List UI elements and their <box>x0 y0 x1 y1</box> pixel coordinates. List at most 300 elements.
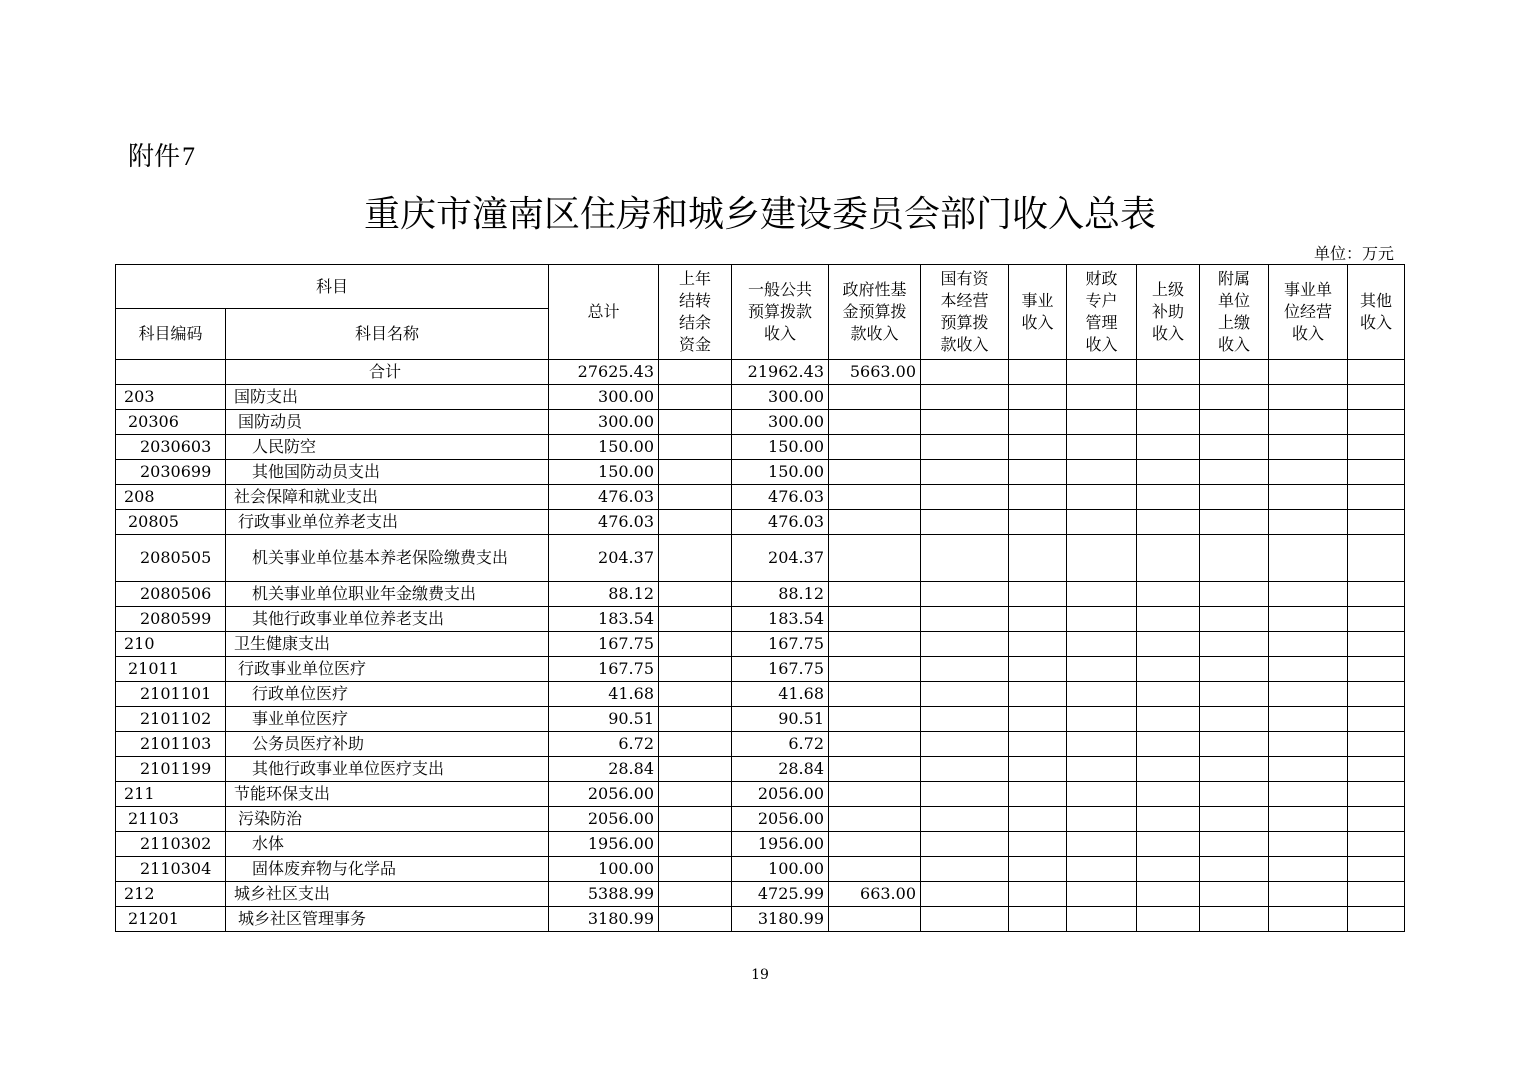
cell-total: 150.00 <box>549 460 659 485</box>
cell-empty <box>1200 782 1269 807</box>
cell-gov-fund <box>829 385 921 410</box>
cell-general: 167.75 <box>732 657 829 682</box>
cell-gov-fund: 5663.00 <box>829 360 921 385</box>
cell-empty <box>1269 582 1348 607</box>
table-row <box>116 485 1405 510</box>
cell-name: 社会保障和就业支出 <box>226 485 549 510</box>
attachment-prefix: 附件 <box>128 142 181 172</box>
cell-empty <box>1137 485 1200 510</box>
cell-gov-fund <box>829 510 921 535</box>
cell-empty <box>921 907 1009 932</box>
cell-carryover <box>659 510 732 535</box>
table-row <box>116 510 1405 535</box>
cell-carryover <box>659 757 732 782</box>
cell-name: 机关事业单位职业年金缴费支出 <box>226 582 549 607</box>
cell-empty <box>1348 782 1405 807</box>
table-row <box>116 707 1405 732</box>
cell-carryover <box>659 607 732 632</box>
cell-empty <box>921 857 1009 882</box>
cell-total: 300.00 <box>549 385 659 410</box>
table-row <box>116 682 1405 707</box>
cell-carryover <box>659 582 732 607</box>
cell-empty <box>921 485 1009 510</box>
cell-empty <box>1269 360 1348 385</box>
cell-total: 150.00 <box>549 435 659 460</box>
cell-empty <box>1067 632 1137 657</box>
cell-code: 2030699 <box>116 460 226 485</box>
cell-empty <box>1200 832 1269 857</box>
cell-gov-fund <box>829 607 921 632</box>
cell-empty <box>1137 435 1200 460</box>
cell-general: 476.03 <box>732 510 829 535</box>
cell-gov-fund <box>829 757 921 782</box>
cell-general: 300.00 <box>732 385 829 410</box>
cell-empty <box>1348 882 1405 907</box>
cell-empty <box>1200 857 1269 882</box>
cell-total: 2056.00 <box>549 782 659 807</box>
cell-empty <box>1137 882 1200 907</box>
cell-general: 183.54 <box>732 607 829 632</box>
cell-name: 污染防治 <box>226 807 549 832</box>
header-business: 事业收入 <box>1009 265 1067 360</box>
cell-empty <box>921 607 1009 632</box>
cell-empty <box>1137 607 1200 632</box>
table-row <box>116 535 1405 582</box>
cell-empty <box>1348 485 1405 510</box>
cell-empty <box>1348 857 1405 882</box>
cell-carryover <box>659 682 732 707</box>
cell-carryover <box>659 460 732 485</box>
table-row <box>116 782 1405 807</box>
cell-empty <box>1269 485 1348 510</box>
cell-code: 212 <box>116 882 226 907</box>
cell-name: 国防动员 <box>226 410 549 435</box>
cell-total: 41.68 <box>549 682 659 707</box>
cell-carryover <box>659 782 732 807</box>
cell-carryover <box>659 882 732 907</box>
cell-empty <box>1009 682 1067 707</box>
cell-empty <box>1067 807 1137 832</box>
cell-empty <box>1348 582 1405 607</box>
page-title: 重庆市潼南区住房和城乡建设委员会部门收入总表 <box>363 194 1156 235</box>
cell-empty <box>1348 707 1405 732</box>
cell-empty <box>1067 657 1137 682</box>
cell-empty <box>1067 385 1137 410</box>
cell-name: 机关事业单位基本养老保险缴费支出 <box>226 535 549 582</box>
cell-total: 28.84 <box>549 757 659 782</box>
table-row <box>116 385 1405 410</box>
page-number: 19 <box>751 967 769 983</box>
cell-total: 167.75 <box>549 632 659 657</box>
cell-code: 211 <box>116 782 226 807</box>
cell-empty <box>1348 510 1405 535</box>
cell-gov-fund <box>829 707 921 732</box>
cell-carryover <box>659 385 732 410</box>
cell-empty <box>1200 657 1269 682</box>
cell-total: 476.03 <box>549 485 659 510</box>
cell-general: 21962.43 <box>732 360 829 385</box>
cell-empty <box>1009 857 1067 882</box>
cell-empty <box>1348 360 1405 385</box>
cell-empty <box>1009 582 1067 607</box>
cell-empty <box>1269 460 1348 485</box>
cell-empty <box>1137 807 1200 832</box>
cell-empty <box>921 757 1009 782</box>
cell-empty <box>1009 807 1067 832</box>
cell-empty <box>1009 782 1067 807</box>
cell-empty <box>1269 857 1348 882</box>
cell-empty <box>1348 657 1405 682</box>
cell-empty <box>921 385 1009 410</box>
cell-empty <box>1269 732 1348 757</box>
cell-empty <box>1348 732 1405 757</box>
cell-empty <box>1009 632 1067 657</box>
table-row <box>116 582 1405 607</box>
cell-gov-fund <box>829 485 921 510</box>
cell-code: 2030603 <box>116 435 226 460</box>
cell-general: 476.03 <box>732 485 829 510</box>
cell-general: 167.75 <box>732 632 829 657</box>
cell-empty <box>1009 360 1067 385</box>
cell-code: 2101102 <box>116 707 226 732</box>
cell-general: 3180.99 <box>732 907 829 932</box>
cell-empty <box>1269 782 1348 807</box>
cell-empty <box>921 882 1009 907</box>
cell-empty <box>1200 510 1269 535</box>
cell-total: 2056.00 <box>549 807 659 832</box>
cell-total: 183.54 <box>549 607 659 632</box>
cell-general: 41.68 <box>732 682 829 707</box>
cell-total: 3180.99 <box>549 907 659 932</box>
cell-empty <box>1137 857 1200 882</box>
cell-empty <box>1137 582 1200 607</box>
cell-empty <box>1269 807 1348 832</box>
cell-empty <box>1200 582 1269 607</box>
cell-general: 28.84 <box>732 757 829 782</box>
cell-general: 2056.00 <box>732 782 829 807</box>
cell-general: 2056.00 <box>732 807 829 832</box>
cell-empty <box>1200 682 1269 707</box>
cell-empty <box>1137 460 1200 485</box>
cell-name: 固体废弃物与化学品 <box>226 857 549 882</box>
cell-total: 1956.00 <box>549 832 659 857</box>
header-total: 总计 <box>549 265 659 360</box>
cell-name: 行政事业单位养老支出 <box>226 510 549 535</box>
cell-gov-fund: 663.00 <box>829 882 921 907</box>
cell-name: 人民防空 <box>226 435 549 460</box>
cell-empty <box>1009 460 1067 485</box>
cell-empty <box>921 832 1009 857</box>
cell-empty <box>1348 607 1405 632</box>
cell-empty <box>1348 682 1405 707</box>
cell-carryover <box>659 535 732 582</box>
header-subject: 科目 <box>116 265 549 309</box>
cell-code: 2080505 <box>116 535 226 582</box>
cell-empty <box>1009 657 1067 682</box>
cell-name: 水体 <box>226 832 549 857</box>
cell-empty <box>1269 707 1348 732</box>
cell-empty <box>1067 882 1137 907</box>
cell-general: 150.00 <box>732 435 829 460</box>
header-operating: 事业单位经营收入 <box>1269 265 1348 360</box>
header-affiliated: 附属单位上缴收入 <box>1200 265 1269 360</box>
cell-carryover <box>659 807 732 832</box>
cell-code: 21011 <box>116 657 226 682</box>
cell-empty <box>1009 485 1067 510</box>
cell-total: 90.51 <box>549 707 659 732</box>
cell-general: 150.00 <box>732 460 829 485</box>
cell-carryover <box>659 732 732 757</box>
cell-empty <box>921 535 1009 582</box>
cell-empty <box>1348 832 1405 857</box>
cell-code: 20805 <box>116 510 226 535</box>
cell-empty <box>1067 682 1137 707</box>
table-row <box>116 657 1405 682</box>
cell-code: 2101199 <box>116 757 226 782</box>
header-code: 科目编码 <box>116 309 226 360</box>
cell-carryover <box>659 360 732 385</box>
cell-empty <box>1067 757 1137 782</box>
cell-total: 167.75 <box>549 657 659 682</box>
cell-code: 2080599 <box>116 607 226 632</box>
cell-empty <box>921 782 1009 807</box>
cell-carryover <box>659 907 732 932</box>
cell-name: 公务员医疗补助 <box>226 732 549 757</box>
cell-name: 行政单位医疗 <box>226 682 549 707</box>
cell-empty <box>921 632 1009 657</box>
table-row <box>116 857 1405 882</box>
cell-empty <box>1269 510 1348 535</box>
cell-code: 2110304 <box>116 857 226 882</box>
cell-empty <box>1137 732 1200 757</box>
cell-empty <box>1200 607 1269 632</box>
table-row <box>116 732 1405 757</box>
cell-carryover <box>659 857 732 882</box>
cell-empty <box>1348 907 1405 932</box>
cell-empty <box>1269 607 1348 632</box>
cell-empty <box>1067 485 1137 510</box>
cell-general: 300.00 <box>732 410 829 435</box>
cell-gov-fund <box>829 410 921 435</box>
cell-empty <box>1067 535 1137 582</box>
header-gov-fund: 政府性基金预算拨款收入 <box>829 265 921 360</box>
cell-empty <box>921 582 1009 607</box>
header-state-capital: 国有资本经营预算拨款收入 <box>921 265 1009 360</box>
cell-empty <box>921 657 1009 682</box>
cell-empty <box>1269 832 1348 857</box>
cell-code: 2110302 <box>116 832 226 857</box>
cell-empty <box>1067 707 1137 732</box>
cell-empty <box>1067 782 1137 807</box>
cell-gov-fund <box>829 582 921 607</box>
table-row <box>116 832 1405 857</box>
cell-empty <box>1067 510 1137 535</box>
cell-empty <box>1200 460 1269 485</box>
table-row <box>116 435 1405 460</box>
cell-empty <box>1269 435 1348 460</box>
cell-empty <box>1348 632 1405 657</box>
cell-code: 21103 <box>116 807 226 832</box>
cell-name: 其他行政事业单位养老支出 <box>226 607 549 632</box>
cell-empty <box>1009 882 1067 907</box>
cell-total: 300.00 <box>549 410 659 435</box>
unit-label: 单位：万元 <box>1313 244 1394 263</box>
table-row <box>116 757 1405 782</box>
cell-name: 城乡社区管理事务 <box>226 907 549 932</box>
attachment-number: 7 <box>182 142 196 171</box>
cell-carryover <box>659 410 732 435</box>
cell-total: 88.12 <box>549 582 659 607</box>
cell-general: 100.00 <box>732 857 829 882</box>
cell-name: 合计 <box>226 360 549 385</box>
cell-empty <box>1009 410 1067 435</box>
cell-total: 100.00 <box>549 857 659 882</box>
cell-empty <box>921 732 1009 757</box>
cell-carryover <box>659 435 732 460</box>
cell-gov-fund <box>829 907 921 932</box>
cell-empty <box>1067 435 1137 460</box>
cell-empty <box>1269 757 1348 782</box>
cell-general: 4725.99 <box>732 882 829 907</box>
cell-carryover <box>659 707 732 732</box>
cell-empty <box>1200 882 1269 907</box>
table-row <box>116 907 1405 932</box>
table-row <box>116 632 1405 657</box>
cell-empty <box>1269 410 1348 435</box>
cell-code: 208 <box>116 485 226 510</box>
table-row <box>116 360 1405 385</box>
cell-empty <box>1067 857 1137 882</box>
cell-name: 其他行政事业单位医疗支出 <box>226 757 549 782</box>
cell-gov-fund <box>829 460 921 485</box>
cell-empty <box>1137 510 1200 535</box>
cell-empty <box>1269 385 1348 410</box>
cell-empty <box>1009 732 1067 757</box>
cell-total: 6.72 <box>549 732 659 757</box>
cell-empty <box>1200 707 1269 732</box>
table-row <box>116 460 1405 485</box>
cell-code: 2101101 <box>116 682 226 707</box>
cell-name: 行政事业单位医疗 <box>226 657 549 682</box>
cell-gov-fund <box>829 535 921 582</box>
table-row <box>116 882 1405 907</box>
cell-empty <box>1067 360 1137 385</box>
cell-empty <box>1137 360 1200 385</box>
cell-empty <box>1200 757 1269 782</box>
cell-gov-fund <box>829 682 921 707</box>
cell-gov-fund <box>829 857 921 882</box>
cell-empty <box>1200 807 1269 832</box>
cell-carryover <box>659 485 732 510</box>
table-body <box>116 360 1405 932</box>
cell-empty <box>1009 510 1067 535</box>
header-general: 一般公共预算拨款收入 <box>732 265 829 360</box>
cell-empty <box>1009 607 1067 632</box>
cell-empty <box>1137 385 1200 410</box>
cell-empty <box>1269 882 1348 907</box>
cell-empty <box>921 435 1009 460</box>
cell-empty <box>1009 535 1067 582</box>
cell-name: 国防支出 <box>226 385 549 410</box>
cell-empty <box>1137 632 1200 657</box>
cell-empty <box>921 510 1009 535</box>
cell-empty <box>1067 582 1137 607</box>
cell-gov-fund <box>829 807 921 832</box>
cell-name: 节能环保支出 <box>226 782 549 807</box>
cell-empty <box>1137 832 1200 857</box>
cell-code: 2080506 <box>116 582 226 607</box>
table-row <box>116 807 1405 832</box>
cell-name: 其他国防动员支出 <box>226 460 549 485</box>
cell-gov-fund <box>829 657 921 682</box>
cell-empty <box>1137 757 1200 782</box>
cell-empty <box>1348 435 1405 460</box>
cell-empty <box>1137 682 1200 707</box>
cell-total: 476.03 <box>549 510 659 535</box>
cell-empty <box>921 460 1009 485</box>
cell-name: 城乡社区支出 <box>226 882 549 907</box>
cell-carryover <box>659 832 732 857</box>
cell-empty <box>1137 707 1200 732</box>
cell-empty <box>921 682 1009 707</box>
cell-empty <box>1137 657 1200 682</box>
cell-empty <box>1067 607 1137 632</box>
cell-empty <box>1009 907 1067 932</box>
cell-code: 210 <box>116 632 226 657</box>
header-other: 其他收入 <box>1348 265 1405 360</box>
cell-empty <box>1269 907 1348 932</box>
cell-empty <box>1067 410 1137 435</box>
attachment-label <box>128 136 195 173</box>
cell-empty <box>1200 360 1269 385</box>
cell-empty <box>1009 707 1067 732</box>
cell-empty <box>1200 410 1269 435</box>
cell-carryover <box>659 632 732 657</box>
cell-empty <box>1348 535 1405 582</box>
cell-empty <box>1137 907 1200 932</box>
header-name: 科目名称 <box>226 309 549 360</box>
cell-name: 事业单位医疗 <box>226 707 549 732</box>
cell-code: 20306 <box>116 410 226 435</box>
cell-gov-fund <box>829 632 921 657</box>
cell-general: 90.51 <box>732 707 829 732</box>
cell-gov-fund <box>829 832 921 857</box>
cell-total: 27625.43 <box>549 360 659 385</box>
cell-carryover <box>659 657 732 682</box>
cell-empty <box>1200 907 1269 932</box>
cell-empty <box>1269 535 1348 582</box>
cell-gov-fund <box>829 435 921 460</box>
cell-empty <box>1009 385 1067 410</box>
cell-empty <box>1348 757 1405 782</box>
cell-empty <box>1067 460 1137 485</box>
cell-empty <box>921 807 1009 832</box>
income-summary-table <box>115 264 1405 932</box>
cell-empty <box>1137 410 1200 435</box>
cell-empty <box>1067 832 1137 857</box>
cell-empty <box>1348 410 1405 435</box>
cell-empty <box>1200 732 1269 757</box>
cell-empty <box>921 707 1009 732</box>
cell-empty <box>1348 807 1405 832</box>
cell-empty <box>1067 907 1137 932</box>
cell-name: 卫生健康支出 <box>226 632 549 657</box>
cell-general: 6.72 <box>732 732 829 757</box>
cell-empty <box>1200 385 1269 410</box>
cell-code <box>116 360 226 385</box>
cell-general: 1956.00 <box>732 832 829 857</box>
cell-empty <box>1137 782 1200 807</box>
